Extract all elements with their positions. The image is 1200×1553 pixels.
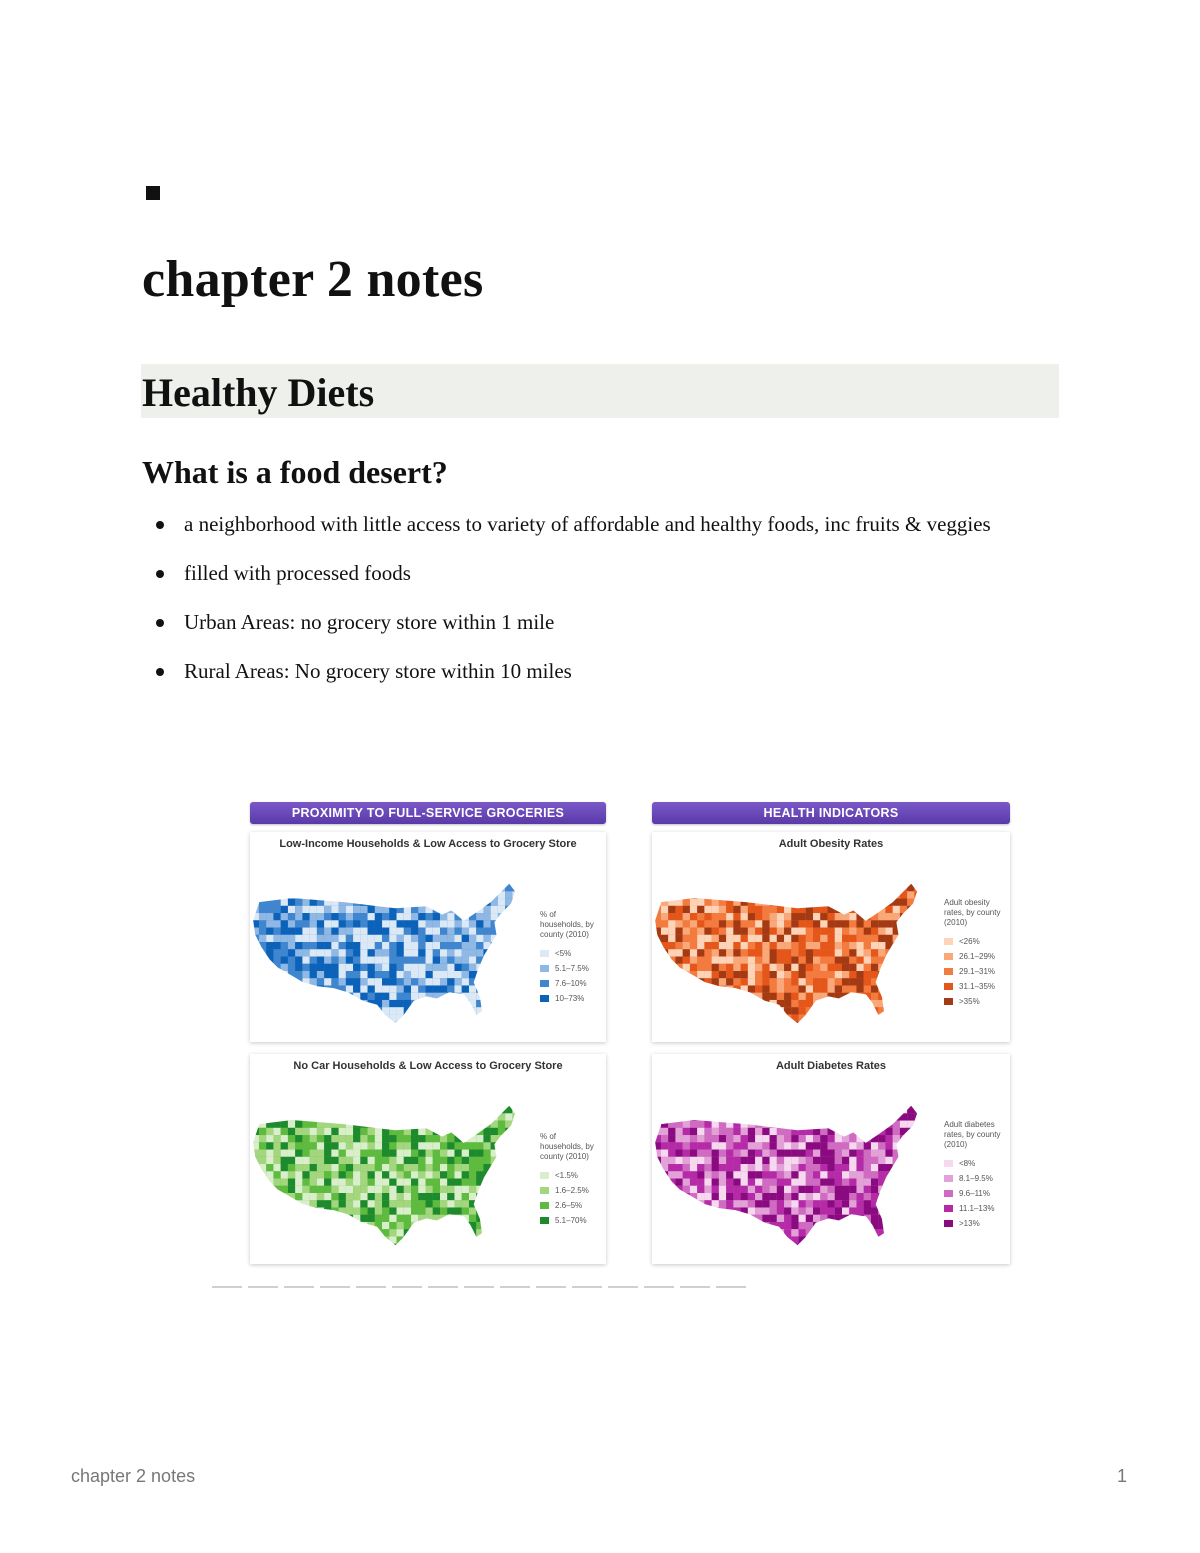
- us-choropleth-map: [632, 846, 932, 1036]
- list-item-text: a neighborhood with little access to variety of affordable and healthy foods, inc fruits & veggies: [184, 512, 991, 536]
- map-legend: [540, 910, 600, 1006]
- map-card-no-car: [250, 1054, 606, 1264]
- legend-label: <26%: [959, 936, 980, 946]
- legend-swatch: [944, 1220, 953, 1227]
- legend-item: [540, 991, 600, 1006]
- legend-swatch: [540, 1187, 549, 1194]
- map-card-diabetes: [652, 1054, 1010, 1264]
- subsection-heading: What is a food desert?: [142, 454, 448, 490]
- legend-item: [944, 1156, 1004, 1171]
- map-title: No Car Households & Low Access to Grocery Store: [293, 1060, 563, 1072]
- map-legend: [944, 1120, 1004, 1231]
- legend-label: 11.1–13%: [959, 1203, 995, 1213]
- food-desert-maps-figure: [212, 792, 1022, 1292]
- legend-label: 26.1–29%: [959, 951, 996, 961]
- us-choropleth-map: [230, 846, 530, 1036]
- map-card-obesity: [652, 832, 1010, 1042]
- block-bullet-icon: [146, 186, 160, 200]
- legend-item: [944, 1171, 1004, 1186]
- legend-label: >35%: [959, 996, 980, 1006]
- bullet-dot-icon: [156, 521, 164, 529]
- us-choropleth-map: [230, 1068, 530, 1258]
- legend-item: [944, 949, 1004, 964]
- bullet-list: [142, 506, 1022, 702]
- figure-source-line: [212, 1286, 752, 1288]
- legend-label: 5.1–70%: [555, 1215, 587, 1225]
- legend-title: % of households, by county (2010): [540, 910, 594, 939]
- legend-item: [540, 976, 600, 991]
- legend-label: <5%: [555, 948, 572, 958]
- map-title: Adult Diabetes Rates: [775, 1060, 887, 1072]
- legend-swatch: [540, 1172, 549, 1179]
- list-item: [142, 506, 1022, 542]
- legend-item: [540, 1198, 600, 1213]
- section-heading: Healthy Diets: [142, 370, 375, 415]
- bullet-dot-icon: [156, 570, 164, 578]
- list-item: [142, 555, 1022, 591]
- legend-item: [540, 946, 600, 961]
- legend-swatch: [540, 965, 549, 972]
- bullet-dot-icon: [156, 619, 164, 627]
- legend-title: Adult diabetes rates, by county (2010): [944, 1120, 1001, 1149]
- legend-swatch: [944, 968, 953, 975]
- legend-swatch: [540, 1217, 549, 1224]
- legend-swatch: [540, 980, 549, 987]
- legend-swatch: [944, 953, 953, 960]
- legend-label: <1.5%: [555, 1170, 578, 1180]
- panel-header-groceries: PROXIMITY TO FULL-SERVICE GROCERIES: [250, 802, 606, 824]
- legend-label: 1.6–2.5%: [555, 1185, 589, 1195]
- legend-swatch: [944, 1190, 953, 1197]
- legend-item: [944, 994, 1004, 1009]
- us-choropleth-map: [632, 1068, 932, 1258]
- legend-item: [944, 934, 1004, 949]
- map-card-low-income: [250, 832, 606, 1042]
- legend-swatch: [944, 998, 953, 1005]
- legend-item: [540, 961, 600, 976]
- legend-label: 29.1–31%: [959, 966, 996, 976]
- page-title: chapter 2 notes: [142, 251, 484, 308]
- map-title: Adult Obesity Rates: [778, 838, 884, 850]
- legend-label: 8.1–9.5%: [959, 1173, 993, 1183]
- legend-swatch: [944, 1205, 953, 1212]
- legend-label: 5.1–7.5%: [555, 963, 589, 973]
- legend-item: [944, 1201, 1004, 1216]
- map-legend: [540, 1132, 600, 1228]
- panel-header-health: HEALTH INDICATORS: [652, 802, 1010, 824]
- legend-swatch: [944, 983, 953, 990]
- legend-item: [944, 964, 1004, 979]
- map-title: Low-Income Households & Low Access to Grocery Store: [279, 838, 577, 850]
- legend-swatch: [944, 1175, 953, 1182]
- page-number: 1: [1117, 1466, 1128, 1486]
- list-item: [142, 653, 1022, 689]
- legend-item: [540, 1168, 600, 1183]
- legend-item: [944, 1216, 1004, 1231]
- legend-swatch: [944, 938, 953, 945]
- list-item: [142, 604, 1022, 640]
- footer-doc-title: chapter 2 notes: [71, 1466, 196, 1486]
- legend-swatch: [540, 995, 549, 1002]
- legend-title: % of households, by county (2010): [540, 1132, 594, 1161]
- legend-label: 9.6–11%: [959, 1188, 990, 1198]
- legend-swatch: [540, 950, 549, 957]
- legend-label: >13%: [959, 1218, 980, 1228]
- bullet-dot-icon: [156, 668, 164, 676]
- legend-label: 7.6–10%: [555, 978, 587, 988]
- legend-title: Adult obesity rates, by county (2010): [944, 898, 1001, 927]
- list-item-text: Urban Areas: no grocery store within 1 mile: [184, 610, 555, 634]
- list-item-text: filled with processed foods: [184, 561, 411, 585]
- legend-item: [540, 1183, 600, 1198]
- legend-item: [540, 1213, 600, 1228]
- legend-swatch: [540, 1202, 549, 1209]
- map-legend: [944, 898, 1004, 1009]
- legend-label: 31.1–35%: [959, 981, 996, 991]
- legend-label: 10–73%: [555, 993, 585, 1003]
- legend-item: [944, 1186, 1004, 1201]
- legend-label: <8%: [959, 1158, 976, 1168]
- legend-item: [944, 979, 1004, 994]
- legend-label: 2.6–5%: [555, 1200, 583, 1210]
- legend-swatch: [944, 1160, 953, 1167]
- list-item-text: Rural Areas: No grocery store within 10 miles: [184, 659, 572, 683]
